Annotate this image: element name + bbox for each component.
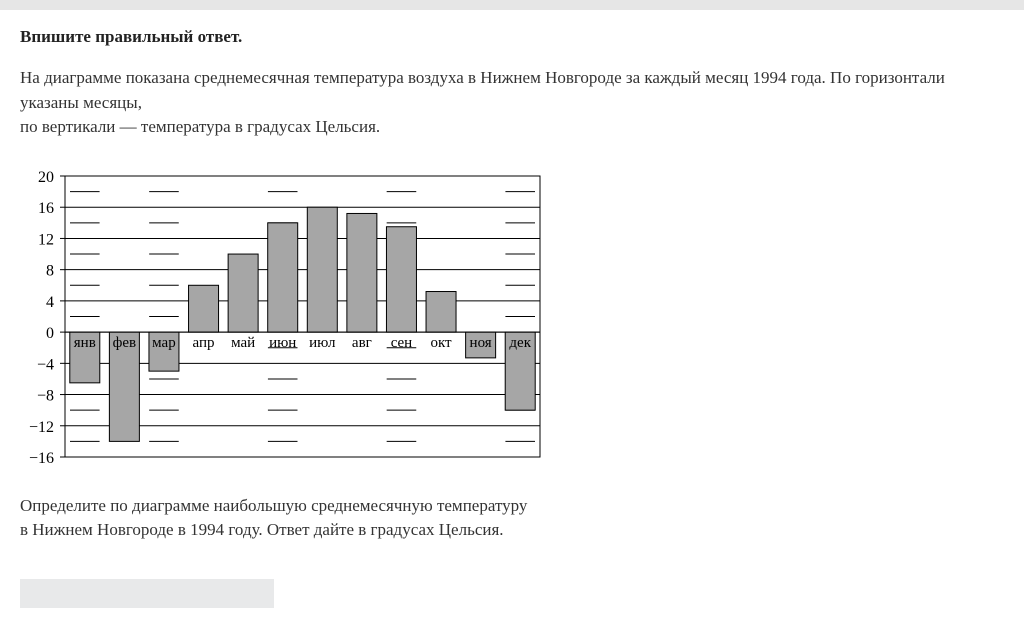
bar-июл: [307, 207, 337, 332]
x-category-label: июл: [309, 335, 336, 352]
y-tick-label: −8: [36, 387, 54, 405]
description-line: по вертикали — температура в градусах Цельсия.: [20, 117, 381, 136]
x-category-label: июн: [269, 335, 297, 352]
y-tick-label: −16: [28, 450, 54, 467]
x-category-label: окт: [430, 335, 452, 352]
x-category-label: сен: [390, 335, 413, 352]
x-category-label: ноя: [469, 335, 492, 352]
bar-апр: [189, 285, 219, 332]
bar-сен: [386, 227, 416, 332]
bar-окт: [426, 292, 456, 333]
temperature-bar-chart: [20, 163, 560, 473]
x-category-label: фев: [112, 335, 137, 352]
y-tick-label: 4: [46, 293, 54, 311]
y-tick-label: 20: [38, 169, 54, 186]
y-tick-label: 12: [38, 231, 54, 249]
task-question: [20, 494, 720, 542]
x-category-label: мар: [152, 335, 176, 352]
chart-canvas: [20, 163, 560, 473]
task-description: [20, 66, 1010, 140]
y-tick-label: −4: [36, 356, 54, 374]
y-tick-label: 8: [46, 262, 54, 280]
description-line: указаны месяцы,: [20, 92, 142, 112]
bar-июн: [268, 223, 298, 332]
description-line: На диаграмме показана среднемесячная температура воздуха в Нижнем Новгороде за каждый месяц 1994 года. По горизонтали: [20, 68, 945, 87]
task-instruction: Впишите правильный ответ.: [20, 27, 243, 46]
bar-авг: [347, 213, 377, 332]
question-line: Определите по диаграмме наибольшую среднемесячную температуру: [20, 496, 528, 515]
x-category-label: авг: [351, 335, 372, 352]
x-category-label: дек: [509, 335, 531, 352]
y-tick-label: −12: [28, 418, 54, 436]
y-tick-label: 0: [46, 325, 54, 343]
top-bar: [0, 0, 1024, 10]
question-line: в Нижнем Новгороде в 1994 году. Ответ дайте в градусах Цельсия.: [20, 520, 504, 539]
answer-input[interactable]: [20, 579, 274, 608]
x-category-label: апр: [192, 335, 215, 352]
x-category-label: янв: [73, 335, 96, 352]
y-tick-label: 16: [38, 200, 54, 218]
bar-май: [228, 254, 258, 332]
x-category-label: май: [231, 335, 256, 352]
